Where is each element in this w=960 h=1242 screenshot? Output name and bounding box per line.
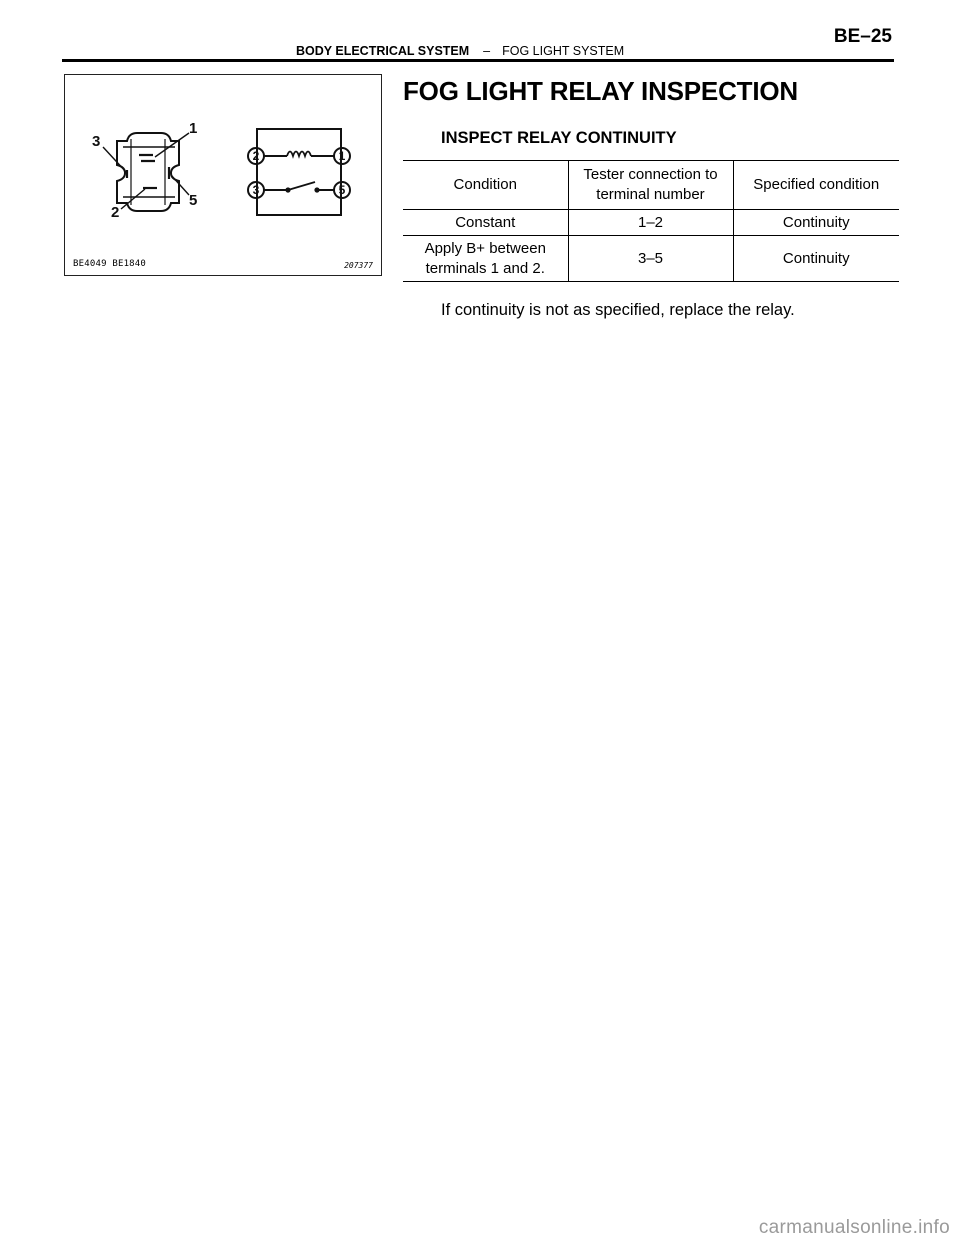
cell-specified: Continuity — [733, 210, 899, 236]
replacement-note: If continuity is not as specified, replace the relay. — [441, 301, 795, 319]
header-condition — [403, 161, 568, 210]
header-tester-line1: Tester connection to — [583, 166, 718, 183]
left-terminal-label-2: 2 — [111, 204, 120, 221]
right-terminal-label-1: 1 — [338, 149, 346, 163]
watermark: carmanualsonline.info — [758, 1217, 950, 1238]
header-tester-line2: terminal number — [596, 186, 705, 203]
left-terminal-label-3: 3 — [92, 133, 101, 150]
header-specified-condition — [733, 161, 899, 210]
cell-condition-line2: terminals 1 and 2. — [425, 259, 545, 277]
cell-tester: 3–5 — [568, 236, 733, 282]
right-terminal-label-5: 5 — [338, 183, 346, 197]
relay-socket-drawing — [103, 133, 189, 211]
header-section-title: BODY ELECTRICAL SYSTEM — [296, 44, 470, 58]
page-number: BE–25 — [833, 26, 892, 47]
header-section — [296, 44, 624, 58]
continuity-table — [403, 160, 899, 282]
cell-specified: Continuity — [733, 236, 899, 282]
figure-caption: BE4049 BE1840 — [73, 259, 147, 269]
table-row — [403, 210, 899, 236]
table-row — [403, 236, 899, 282]
page-title: FOG LIGHT RELAY INSPECTION — [403, 76, 798, 106]
header-tester-connection — [568, 161, 733, 210]
relay-figure — [64, 74, 382, 276]
page-header — [0, 0, 960, 62]
left-terminal-label-1: 1 — [189, 120, 198, 137]
section-subtitle: INSPECT RELAY CONTINUITY — [441, 129, 677, 147]
cell-tester: 1–2 — [568, 210, 733, 236]
left-terminal-label-5: 5 — [189, 192, 198, 209]
right-terminal-label-3: 3 — [252, 183, 260, 197]
relay-diagram — [65, 75, 383, 277]
figure-code: 207377 — [344, 261, 373, 270]
header-condition-text: Condition — [453, 176, 517, 193]
right-terminal-label-2: 2 — [252, 149, 260, 163]
header-subsection: FOG LIGHT SYSTEM — [502, 44, 625, 58]
relay-schematic — [248, 129, 350, 215]
header-rule — [62, 59, 894, 62]
cell-condition-line1: Apply B+ between — [424, 239, 546, 257]
header-specified-text: Specified condition — [753, 176, 880, 193]
cell-condition — [403, 236, 568, 282]
header-separator: – — [483, 44, 491, 58]
cell-condition: Constant — [403, 210, 568, 236]
table-header-row — [403, 161, 899, 210]
